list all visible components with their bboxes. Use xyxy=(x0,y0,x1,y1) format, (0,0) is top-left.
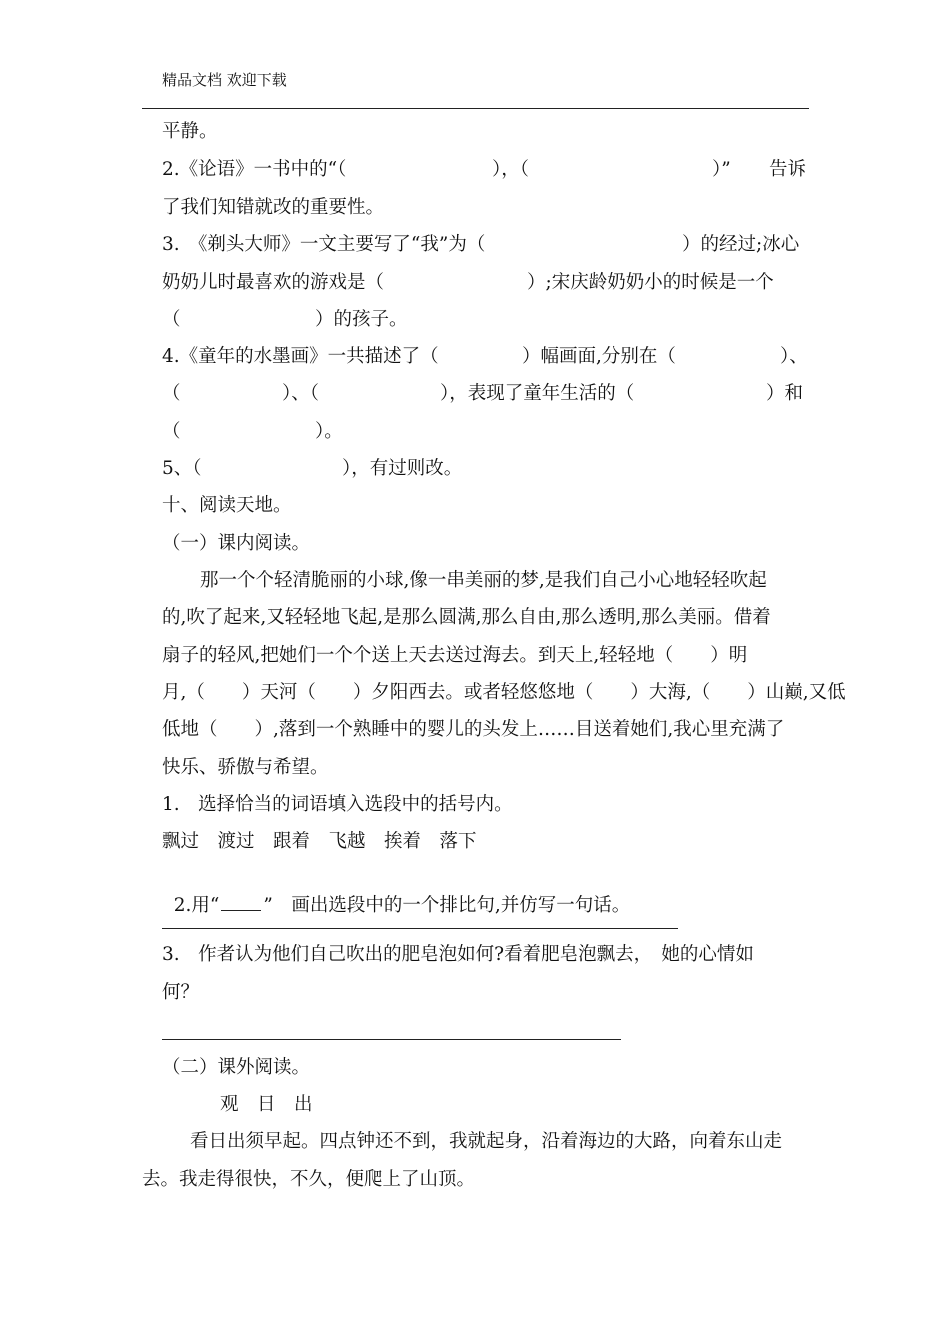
question-2-end: ）” xyxy=(712,159,731,180)
word-choices: 飘过 渡过 跟着 飞越 挨着 落下 xyxy=(162,831,477,852)
question-2-tail: 告诉 xyxy=(769,159,807,180)
passage-line: 的,吹了起来,又轻轻地飞起,是那么圆满,那么自由,那么透明,那么美丽。借着 xyxy=(162,607,771,628)
text-line: ），有过则改。 xyxy=(342,458,463,479)
text-line: ）、 xyxy=(780,346,808,367)
page-header: 精品文档 欢迎下载 xyxy=(162,71,287,89)
question-text xyxy=(162,868,630,918)
passage-line: 那一个个轻清脆丽的小球,像一串美丽的梦,是我们自己小心地轻轻吹起 xyxy=(200,570,767,591)
text-line: 奶奶儿时最喜欢的游戏是（ xyxy=(162,272,385,293)
text-line: （ xyxy=(162,309,181,330)
passage-title: 观 日 出 xyxy=(220,1094,313,1115)
passage-line: 扇子的轻风,把她们一个个送上天去送过海去。到天上,轻轻地（ ）明 xyxy=(162,645,748,666)
question-5-start: 5、（ xyxy=(162,458,202,479)
text-line: ）的孩子。 xyxy=(315,309,408,330)
question-3-start: 3. 《剃头大师》一文主要写了“我”为（ xyxy=(162,234,486,255)
subsection-heading: （二）课外阅读。 xyxy=(162,1057,311,1078)
text-line: 了我们知错就改的重要性。 xyxy=(162,197,385,218)
passage-line: 去。我走得很快，不久，便爬上了山顶。 xyxy=(142,1169,476,1190)
question-2-suffix: ” 画出选段中的一个排比句,并仿写一句话。 xyxy=(263,895,631,916)
answer-line[interactable] xyxy=(162,928,678,929)
text-line: ），表现了童年生活的（ xyxy=(440,383,635,404)
question-2-mid: ），（ xyxy=(492,159,530,180)
section-heading: 十、阅读天地。 xyxy=(162,495,292,516)
answer-line[interactable] xyxy=(162,1039,621,1040)
header-rule xyxy=(142,108,809,109)
passage-line: 低地（ ）,落到一个熟睡中的婴儿的头发上……目送着她们,我心里充满了 xyxy=(162,719,785,740)
passage-line: 看日出须早起。四点钟还不到，我就起身，沿着海边的大路，向着东山走 xyxy=(190,1131,783,1152)
text-line: ）;宋庆龄奶奶小的时候是一个 xyxy=(527,272,774,293)
text-line: （ xyxy=(162,383,181,404)
passage-line: 月,（ ）天河（ ）夕阳西去。或者轻悠悠地（ ）大海,（ ）山巅,又低 xyxy=(162,682,846,703)
question-text: 1. 选择恰当的词语填入选段中的括号内。 xyxy=(162,794,513,815)
text-line: ）。 xyxy=(315,421,343,442)
question-text: 何？ xyxy=(162,982,200,1003)
text-line: ）、（ xyxy=(282,383,320,404)
question-4-start: 4.《童年的水墨画》一共描述了（ xyxy=(162,346,439,367)
question-text: 3. 作者认为他们自己吹出的肥皂泡如何?看着肥皂泡飘去， 她的心情如 xyxy=(162,944,754,965)
text-line: 平静。 xyxy=(162,121,218,142)
text-line: ）和 xyxy=(766,383,804,404)
passage-line: 快乐、骄傲与希望。 xyxy=(162,757,329,778)
subsection-heading: （一）课内阅读。 xyxy=(162,533,311,554)
text-line: （ xyxy=(162,421,181,442)
question-2-prefix: 2.用“ xyxy=(173,895,220,916)
text-line: ）幅画面,分别在（ xyxy=(522,346,676,367)
question-3-tail: ）的经过;冰心 xyxy=(682,234,800,255)
question-2-start: 2.《论语》一书中的“（ xyxy=(162,159,347,180)
underline-sample xyxy=(221,892,261,911)
